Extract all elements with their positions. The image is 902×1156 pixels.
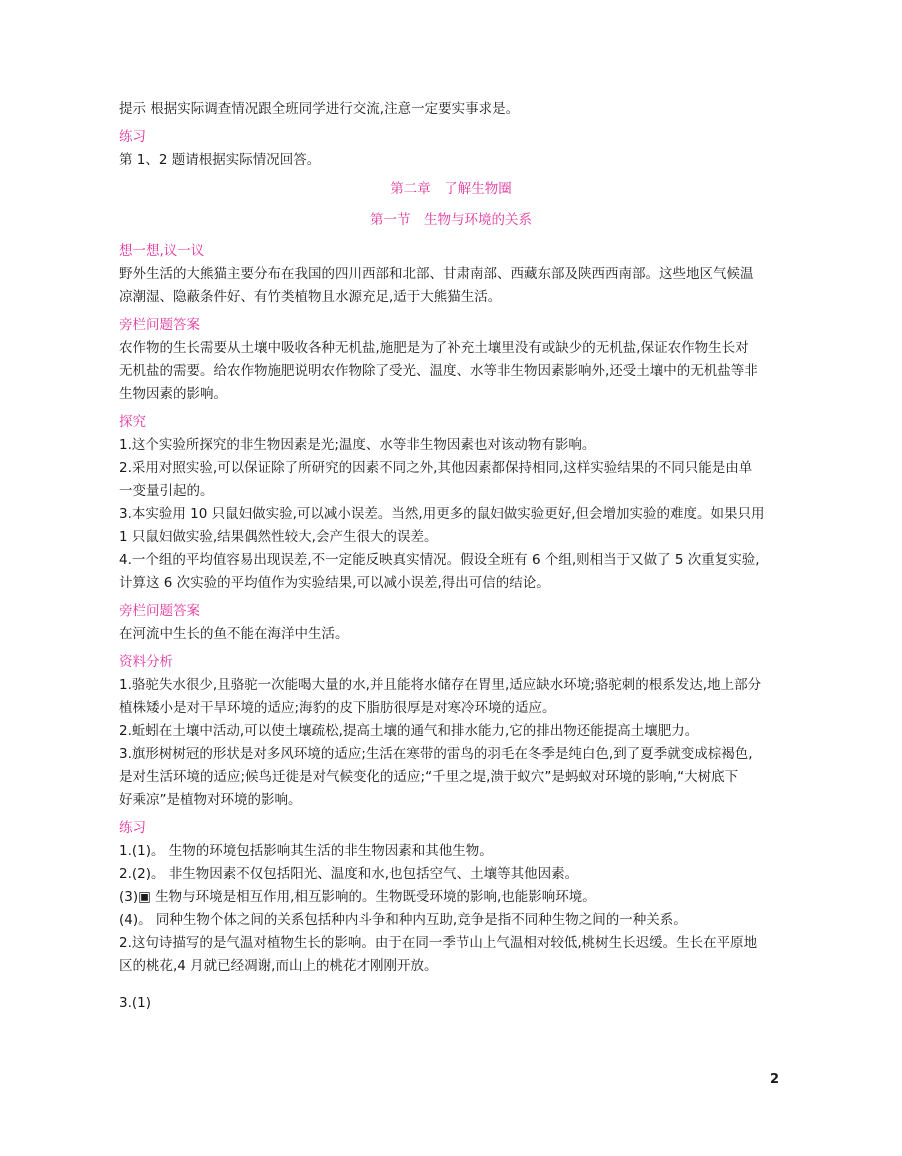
- section-title: 第一节 生物与环境的关系: [370, 212, 532, 228]
- think-line: 凉潮湿、隐蔽条件好、有竹类植物且水源充足,适于大熊猫生活。: [119, 289, 502, 305]
- exercise-2-line: 2.(2)。 非生物因素不仅包括阳光、温度和水,也包括空气、土壤等其他因素。: [119, 866, 579, 882]
- exercise-line: 第 1、2 题请根据实际情况回答。: [119, 152, 321, 168]
- analysis-line: 好乘凉”是植物对环境的影响。: [119, 792, 302, 808]
- analysis-line: 是对生活环境的适应;候鸟迁徙是对气候变化的适应;“千里之堤,溃于蚁穴”是蚂蚁对环境的影响,“大树底下: [119, 769, 739, 785]
- explore-line: 2.采用对照实验,可以保证除了所研究的因素不同之外,其他因素都保持相同,这样实验结果的不同只能是由单: [119, 460, 753, 476]
- exercise-2-line: (4)。 同种生物个体之间的关系包括种内斗争和种内互助,竞争是指不同种生物之间的一种关系。: [119, 912, 687, 928]
- analysis-heading: 资料分析: [119, 654, 173, 670]
- analysis-line: 3.旗形树树冠的形状是对多风环境的适应;生活在寒带的雷鸟的羽毛在冬季是纯白色,到了夏季就变成棕褐色,: [119, 746, 753, 762]
- exercise-heading-2: 练习: [119, 820, 146, 836]
- sidebar-answer-heading: 旁栏问题答案: [119, 317, 200, 333]
- think-line: 野外生活的大熊猫主要分布在我国的四川西部和北部、甘肃南部、西藏东部及陕西西南部。这些地区气候温: [119, 266, 754, 282]
- exercise-heading: 练习: [119, 129, 146, 145]
- explore-line: 计算这 6 次实验的平均值作为实验结果,可以减小误差,得出可信的结论。: [119, 575, 550, 591]
- exercise-2-line: 2.这句诗描写的是气温对植物生长的影响。由于在同一季节山上气温相对较低,桃树生长迟缓。生长在平原地: [119, 935, 758, 951]
- explore-line: 1.这个实验所探究的非生物因素是光;温度、水等非生物因素也对该动物有影响。: [119, 437, 596, 453]
- exercise-2-line: 1.(1)。 生物的环境包括影响其生活的非生物因素和其他生物。: [119, 843, 493, 859]
- think-heading: 想一想,议一议: [119, 243, 205, 259]
- chapter-title: 第二章 了解生物圈: [390, 181, 512, 197]
- analysis-line: 植株矮小是对干旱环境的适应;海豹的皮下脂肪很厚是对寒冷环境的适应。: [119, 700, 556, 716]
- sidebar-answer-line: 无机盐的需要。给农作物施肥说明农作物除了受光、温度、水等非生物因素影响外,还受土壤中的无机盐等非: [119, 363, 758, 379]
- hint-line: 提示 根据实际调查情况跟全班同学进行交流,注意一定要实事求是。: [119, 101, 520, 117]
- explore-line: 3.本实验用 10 只鼠妇做实验,可以减小误差。当然,用更多的鼠妇做实验更好,但会增加实验的难度。如果只用: [119, 506, 765, 522]
- exercise-2-line: (3)▣ 生物与环境是相互作用,相互影响的。生物既受环境的影响,也能影响环境。: [119, 889, 596, 905]
- page-content: [119, 98, 783, 1015]
- sidebar-answer-2-line: 在河流中生长的鱼不能在海洋中生活。: [119, 626, 349, 642]
- sidebar-answer-heading-2: 旁栏问题答案: [119, 603, 200, 619]
- explore-line: 一变量引起的。: [119, 483, 214, 499]
- explore-heading: 探究: [119, 414, 146, 430]
- exercise-2-last-line: 3.(1): [119, 995, 152, 1011]
- explore-line: 4.一个组的平均值容易出现误差,不一定能反映真实情况。假设全班有 6 个组,则相当于又做了 5 次重复实验,: [119, 552, 760, 568]
- sidebar-answer-line: 农作物的生长需要从土壤中吸收各种无机盐,施肥是为了补充土壤里没有或缺少的无机盐,保证农作物生长对: [119, 340, 749, 356]
- analysis-line: 1.骆驼失水很少,且骆驼一次能喝大量的水,并且能将水储存在胃里,适应缺水环境;骆驼刺的根系发达,地上部分: [119, 677, 762, 693]
- exercise-2-line: 区的桃花,4 月就已经凋谢,而山上的桃花才刚刚开放。: [119, 958, 438, 974]
- explore-line: 1 只鼠妇做实验,结果偶然性较大,会产生很大的误差。: [119, 529, 438, 545]
- analysis-line: 2.蚯蚓在土壤中活动,可以使土壤疏松,提高土壤的通气和排水能力,它的排出物还能提高土壤肥力。: [119, 723, 699, 739]
- sidebar-answer-line: 生物因素的影响。: [119, 386, 227, 402]
- page-number: 2: [770, 1072, 780, 1087]
